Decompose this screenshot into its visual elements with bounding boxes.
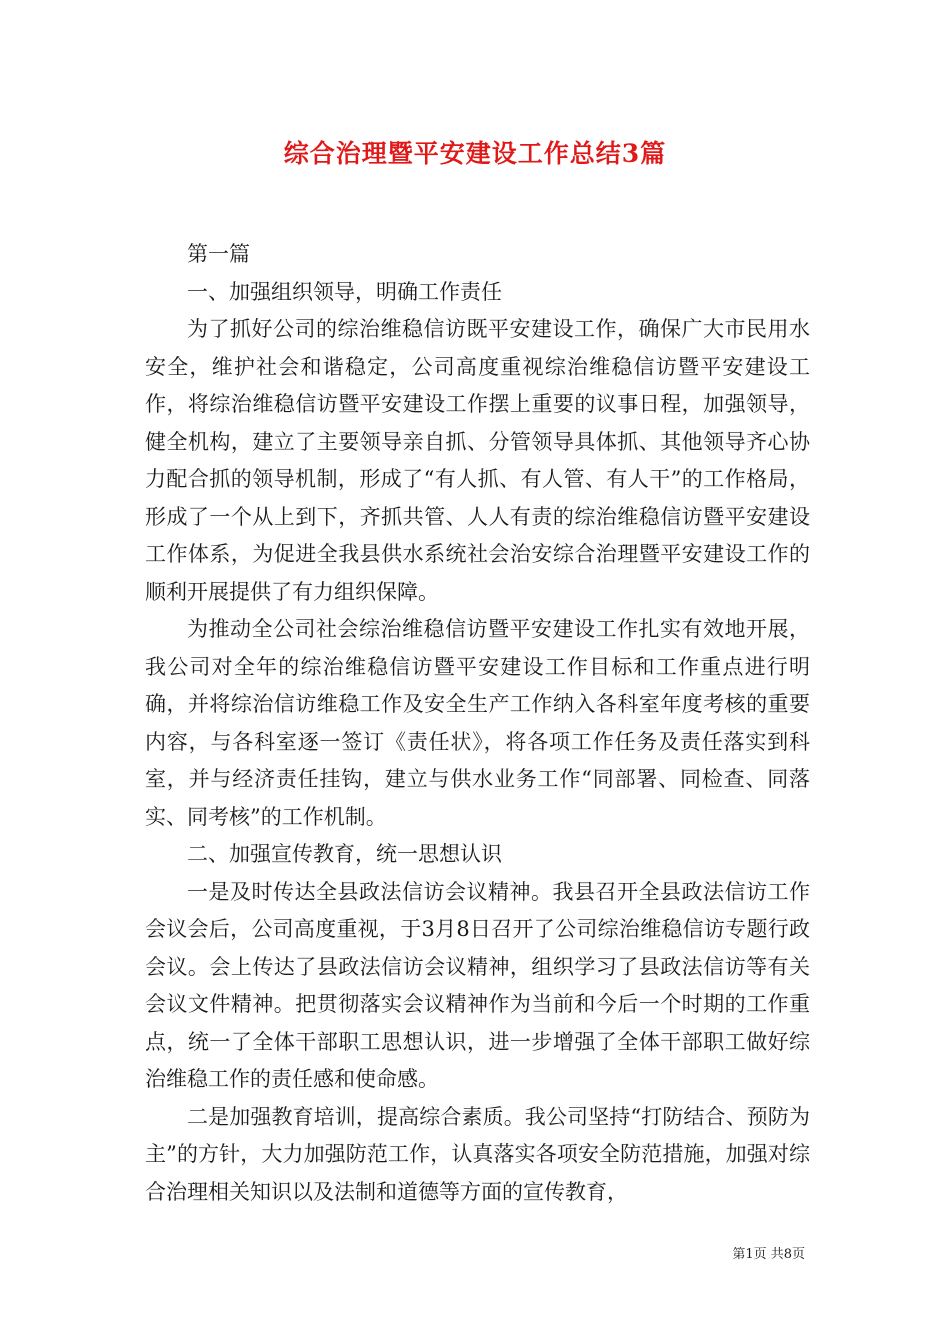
page-number: 第1页 共8页: [732, 1247, 805, 1262]
document-body: [145, 236, 810, 1211]
document-title: 综合治理暨平安建设工作总结3篇: [283, 139, 667, 168]
body-paragraph: 为了抓好公司的综治维稳信访既平安建设工作，确保广大市民用水安全，维护社会和谐稳定，公司高度重视综治维稳信访暨平安建设工作，将综治维稳信访暨平安建设工作摆上重要的议事日程，加强领导，健全机构，建立了主要领导亲自抓、分管领导具体抓、其他领导齐心协力配合抓的领导机制，形成了“有人抓、有人管、有人干”的工作格局，形成了一个从上到下，齐抓共管、人人有责的综治维稳信访暨平安建设工作体系，为促进全我县供水系统社会治安综合治理暨平安建设工作的顺利开展提供了有力组织保障。: [145, 317, 810, 604]
section-heading: 二、加强宣传教育，统一思想认识: [187, 842, 502, 866]
body-paragraph: 一是及时传达全县政法信访会议精神。我县召开全县政法信访工作会议会后，公司高度重视，于3月8日召开了公司综治维稳信访专题行政会议。会上传达了县政法信访会议精神，组织学习了县政法信访等有关会议文件精神。把贯彻落实会议精神作为当前和今后一个时期的工作重点，统一了全体干部职工思想认识，进一步增强了全体干部职工做好综治维稳工作的责任感和使命感。: [145, 879, 810, 1091]
body-paragraph: 二是加强教育培训，提高综合素质。我公司坚持“打防结合、预防为主”的方针，大力加强防范工作，认真落实各项安全防范措施，加强对综合治理相关知识以及法制和道德等方面的宣传教育，: [145, 1104, 810, 1204]
section-heading: 一、加强组织领导，明确工作责任: [187, 279, 502, 304]
body-paragraph: 为推动全公司社会综治维稳信访暨平安建设工作扎实有效地开展，我公司对全年的综治维稳信访暨平安建设工作目标和工作重点进行明确，并将综治信访维稳工作及安全生产工作纳入各科室年度考核的重要内容，与各科室逐一签订《责任状》，将各项工作任务及责任落实到科室，并与经济责任挂钩，建立与供水业务工作“同部署、同检查、同落实、同考核”的工作机制。: [145, 617, 810, 829]
section-heading-first: 第一篇: [187, 242, 250, 266]
